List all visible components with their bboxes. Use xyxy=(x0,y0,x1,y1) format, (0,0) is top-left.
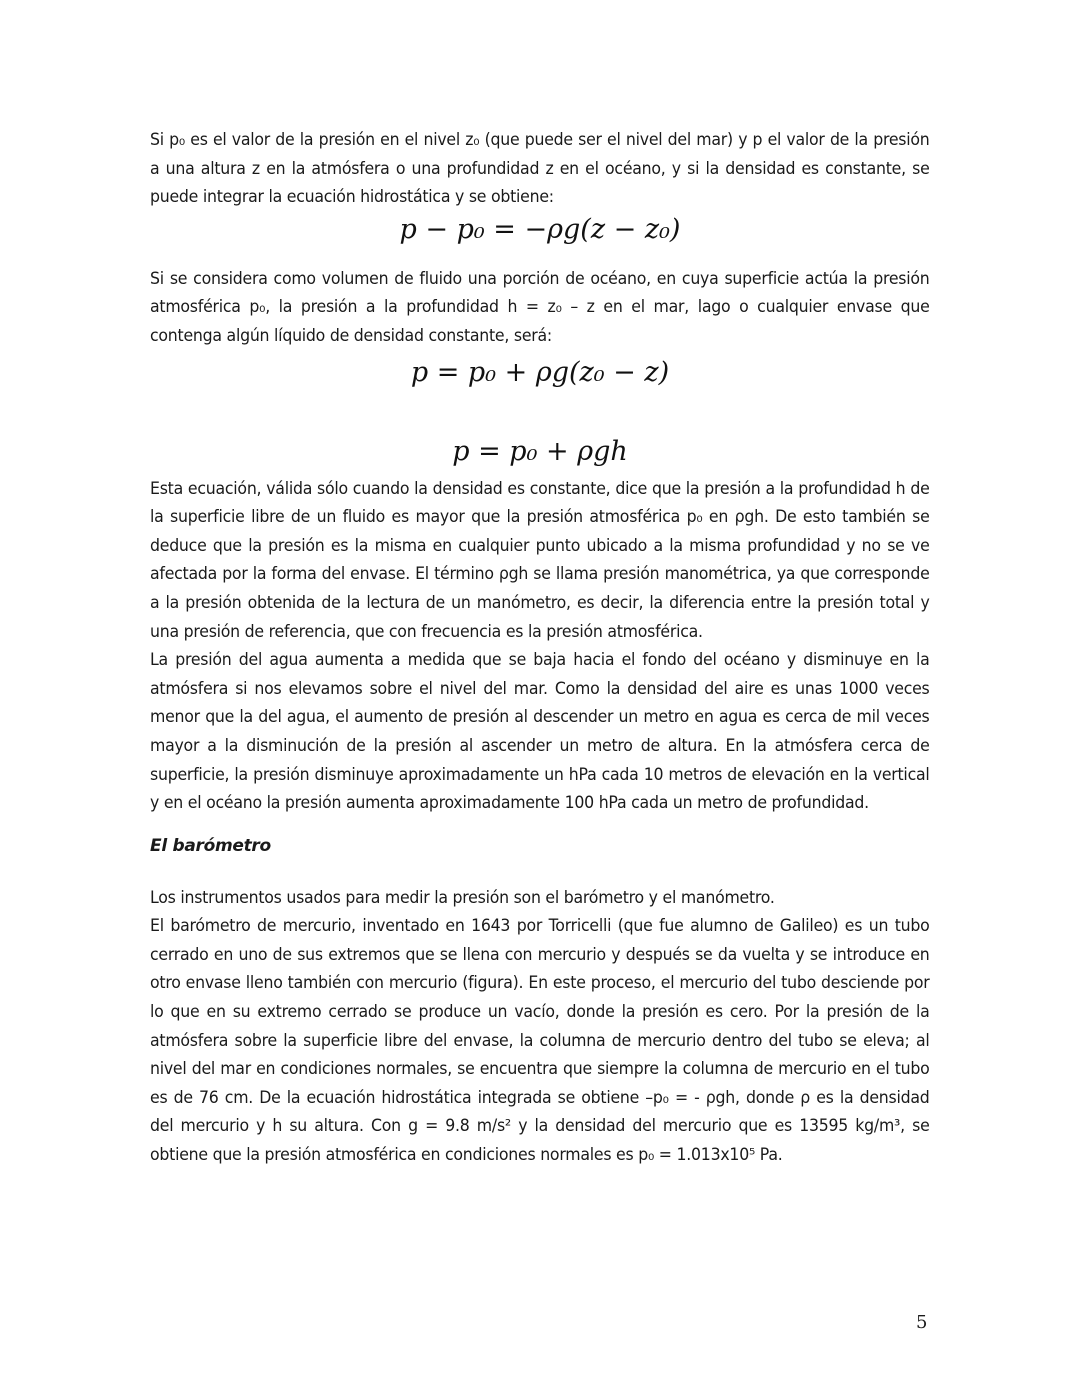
equation-pressure-depth: p = p₀ + ρg(z₀ − z) xyxy=(410,356,670,388)
section-heading-barometer: El barómetro xyxy=(150,835,271,856)
paragraph-ocean-volume: Si se considera como volumen de fluido una porción de océano, en cuya superficie actúa la presión atmosférica p₀, la presión a la profundidad h = z₀ – z en el mar, lago o cualquier envase que contenga algún líquido de densidad constante, será: xyxy=(150,268,930,345)
paragraph-water-pressure: La presión del agua aumenta a medida que se baja hacia el fondo del océano y disminuye en la atmósfera si nos elevamos sobre el nivel del mar. Como la densidad del aire es unas 1000 veces menor que la del agua, el aumento de presión al descender un metro en agua es cerca de mil veces mayor a la disminución de la presión al ascender un metro de altura. En la atmósfera cerca de superficie, la presión disminuye aproximadamente un hPa cada 10 metros de elevación en la vertical y en el océano la presión aumenta aproximadamente 100 hPa cada un metro de profundidad. xyxy=(150,650,930,813)
paragraph-instruments: Los instrumentos usados para medir la presión son el barómetro y el manómetro. xyxy=(150,887,775,907)
page-number: 5 xyxy=(916,1312,928,1333)
document-page xyxy=(150,126,930,1170)
paragraph-intro: Si p₀ es el valor de la presión en el nivel z₀ (que puede ser el nivel del mar) y p el valor de la presión a una altura z en la atmósfera o una profundidad z en el océano, y si la densidad es constante, se puede integrar la ecuación hidrostática y se obtiene: xyxy=(150,130,930,207)
equation-pressure-difference: p − p₀ = −ρg(z − z₀) xyxy=(399,213,681,245)
paragraph-mercury-barometer: El barómetro de mercurio, inventado en 1643 por Torricelli (que fue alumno de Galileo) es un tubo cerrado en uno de sus extremos que se llena con mercurio y después se da vuelta y se introduce en otro envase lleno también con mercurio (figura). En este proceso, el mercurio del tubo desciende por lo que en su extremo cerrado se produce un vacío, donde la presión es cero. Por la presión de la atmósfera sobre la superficie libre del envase, la columna de mercurio dentro del tubo se eleva; al nivel del mar en condiciones normales, se encuentra que siempre la columna de mercurio en el tubo es de 76 cm. De la ecuación hidrostática integrada se obtiene –p₀ = - ρgh, donde ρ es la densidad del mercurio y h su altura. Con g = 9.8 m/s² y la densidad del mercurio que es 13595 kg/m³, se obtiene que la presión atmosférica en condiciones normales es p₀ = 1.013x10⁵ Pa. xyxy=(150,916,930,1165)
paragraph-manometric: Esta ecuación, válida sólo cuando la densidad es constante, dice que la presión a la profundidad h de la superficie libre de un fluido es mayor que la presión atmosférica p₀ en ρgh. De esto también se deduce que la presión es la misma en cualquier punto ubicado a la misma profundidad y no se ve afectada por la forma del envase. El término ρgh se llama presión manométrica, ya que corresponde a la presión obtenida de la lectura de un manómetro, es decir, la diferencia entre la presión total y una presión de referencia, que con frecuencia es la presión atmosférica. xyxy=(150,478,930,641)
equation-pressure-rgh: p = p₀ + ρgh xyxy=(452,435,628,467)
